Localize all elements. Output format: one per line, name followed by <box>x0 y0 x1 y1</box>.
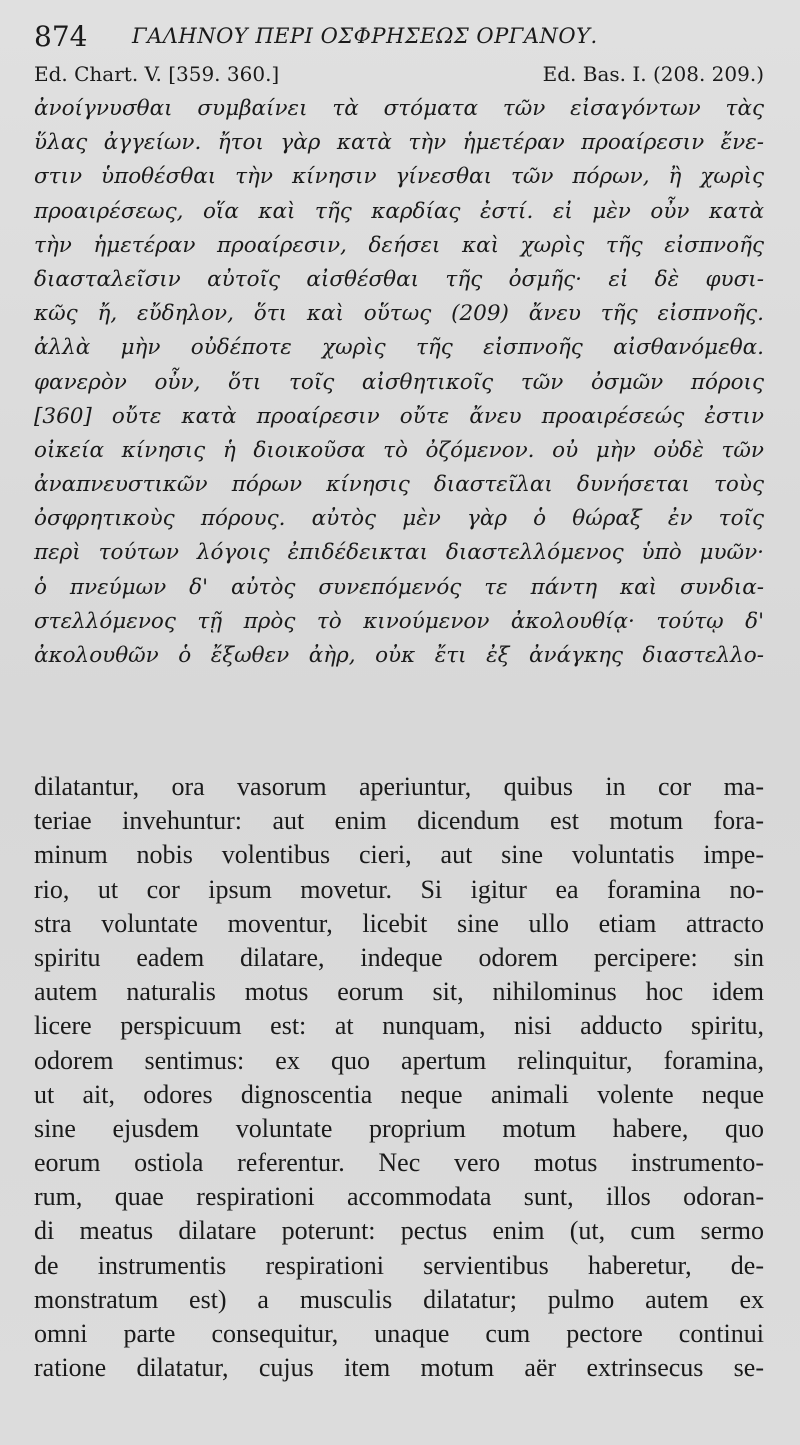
latin-line: rum, quae respirationi accommodata sunt, illos odoran- <box>34 1182 764 1212</box>
latin-line: omni parte consequitur, unaque cum pectore continui <box>34 1319 764 1348</box>
greek-text-block <box>34 92 764 673</box>
latin-line: eorum ostiola referentur. Nec vero motus instrumento- <box>34 1148 764 1178</box>
greek-line: στελλόμενος τῇ πρὸς τὸ κινούμενον ἀκολουθίᾳ· τούτῳ δ' <box>34 608 764 634</box>
greek-line: στιν ὑποθέσθαι τὴν κίνησιν γίνεσθαι τῶν πόρων, ἢ χωρὶς <box>34 164 764 190</box>
latin-line: autem naturalis motus eorum sit, nihilominus hoc idem <box>34 977 764 1007</box>
greek-line: ὕλας ἀγγείων. ἤτοι γὰρ κατὰ τὴν ἡμετέραν προαίρεσιν ἔνε- <box>34 130 764 156</box>
latin-line: dilatantur, ora vasorum aperiuntur, quibus in cor ma- <box>34 772 764 801</box>
greek-line: ἀναπνευστικῶν πόρων κίνησις διαστεῖλαι δυνήσεται τοὺς <box>34 472 764 498</box>
edition-chartier: Ed. Chart. V. [359. 360.] <box>34 62 280 86</box>
latin-line: minum nobis volentibus cieri, aut sine voluntatis impe- <box>34 840 764 870</box>
greek-line: κῶς ἤ, εὔδηλον, ὅτι καὶ οὕτως (209) ἄνευ τῆς εἰσπνοῆς. <box>34 301 764 327</box>
greek-line: περὶ τούτων λόγοις ἐπιδέδεικται διαστελλόμενος ὑπὸ μυῶν· <box>34 540 764 566</box>
greek-line: προαιρέσεως, οἵα καὶ τῆς καρδίας ἐστί. εἰ μὲν οὖν κατὰ <box>34 198 764 224</box>
greek-line: ὀσφρητικοὺς πόρους. αὐτὸς μὲν γὰρ ὁ θώραξ ἐν τοῖς <box>34 506 764 532</box>
edition-references <box>34 62 764 88</box>
latin-text-block <box>34 770 764 1385</box>
latin-line: ut ait, odores dignoscentia neque animali volente neque <box>34 1079 764 1109</box>
latin-line: rio, ut cor ipsum movetur. Si igitur ea foramina no- <box>34 874 764 904</box>
running-title: ΓΑΛΗΝΟΥ ΠΕΡΙ ΟΣΦΡΗΣΕΩΣ ΟΡΓΑΝΟΥ. <box>132 24 598 48</box>
greek-line: ὁ πνεύμων δ' αὐτὸς συνεπόμενός τε πάντη καὶ συνδια- <box>34 574 764 600</box>
greek-line: φανερὸν οὖν, ὅτι τοῖς αἰσθητικοῖς τῶν ὀσμῶν πόροις <box>34 369 764 395</box>
latin-line: ratione dilatatur, cujus item motum aër extrinsecus se- <box>34 1353 764 1383</box>
latin-line: de instrumentis respirationi servientibus haberetur, de- <box>34 1250 764 1280</box>
greek-line: οἰκεία κίνησις ἡ διοικοῦσα τὸ ὀζόμενον. οὐ μὴν οὐδὲ τῶν <box>34 437 764 463</box>
greek-line: [360] οὔτε κατὰ προαίρεσιν οὔτε ἄνευ προαιρέσεώς ἐστιν <box>34 403 764 429</box>
edition-basel: Ed. Bas. I. (208. 209.) <box>542 62 764 86</box>
latin-line: odorem sentimus: ex quo apertum relinquitur, foramina, <box>34 1045 764 1075</box>
latin-line: monstratum est) a musculis dilatatur; pulmo autem ex <box>34 1284 764 1314</box>
latin-line: licere perspicuum est: at nunquam, nisi adducto spiritu, <box>34 1011 764 1041</box>
greek-line: ἀνοίγνυσθαι συμβαίνει τὰ στόματα τῶν εἰσαγόντων τὰς <box>34 96 764 121</box>
page-number: 874 <box>34 20 88 53</box>
page-header <box>34 18 764 54</box>
latin-line: sine ejusdem voluntate proprium motum habere, quo <box>34 1113 764 1143</box>
greek-line: διασταλεῖσιν αὐτοῖς αἰσθέσθαι τῆς ὀσμῆς· εἰ δὲ φυσι- <box>34 266 764 292</box>
greek-line: ἀλλὰ μὴν οὐδέποτε χωρὶς τῆς εἰσπνοῆς αἰσθανόμεθα. <box>34 335 764 361</box>
latin-line: stra voluntate moventur, licebit sine ullo etiam attracto <box>34 908 764 938</box>
greek-line: τὴν ἡμετέραν προαίρεσιν, δεήσει καὶ χωρὶς τῆς εἰσπνοῆς <box>34 232 764 258</box>
latin-line: di meatus dilatare poterunt: pectus enim (ut, cum sermo <box>34 1216 764 1246</box>
greek-line: ἀκολουθῶν ὁ ἔξωθεν ἀὴρ, οὐκ ἔτι ἐξ ἀνάγκης διαστελλο- <box>34 643 764 668</box>
latin-line: spiritu eadem dilatare, indeque odorem percipere: sin <box>34 942 764 972</box>
latin-line: teriae invehuntur: aut enim dicendum est motum fora- <box>34 806 764 836</box>
